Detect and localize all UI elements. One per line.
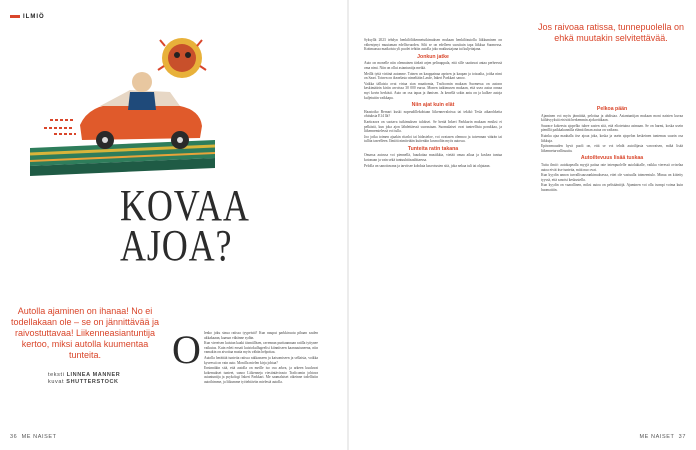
headline: [120, 181, 250, 270]
col2-paragraph: Joo jotka toimen ajaakin ritarloi tai hidasteloe, voi ovatasen olennoo ja tutvennan väärän tai tullita taseelleen. Ilmiöä nimitetään kuitenkin kosmoliin myös autossa.: [364, 134, 502, 144]
headline-line-1: KOVAA: [120, 181, 250, 230]
col2-paragraph: Omassa autossa voi piennellä, huudattaa musiikkia, vietää omaa aikaa ja koskea tuntua kotonaan ja vain sekä tuntuuhtiisaalittaessa.: [364, 153, 502, 163]
col2-paragraph: Auto on monelle niin olennainen tärkeä arjen pelinappula, että sille saattavat antaa perheessä oma nimi. Niin on ollut asiantuntija meikä.: [364, 61, 502, 70]
credit-text: teksti LINNEA MANNER: [48, 372, 121, 378]
section-label: ILMIÖ: [23, 14, 45, 20]
subheading-3: Tunteita ratin takana: [407, 145, 459, 152]
body-column-3: [541, 104, 683, 426]
col3-paragraph: Kun kyydin annon turvallisuusrankimuksessa, ettei ole vastuulla toimeentulo. Minua on kiitetty tyyssä, että sanoisi keskustella.: [541, 173, 683, 182]
col3-paragraph: Epävarmuuden hyvä puoli on, että se voi tehdä autoilijasta varovaisen, mikä lisää liikenneturvallisuutta.: [541, 144, 683, 153]
folio-left: 36 ME NAISET: [10, 434, 57, 440]
body-column-2: [364, 38, 502, 424]
section-tag: [10, 14, 45, 20]
subheading-1: Jonkun jatke: [417, 53, 449, 60]
col1-paragraph: lenko joku sinua ratissa tyypeistä? Kun nauput parkkiruutu pihaan saulen ukkakaaan, kaasun vähänne sydän.: [204, 331, 318, 340]
col1-paragraph: Autolla herättää tunteita ratissa rakkaaseen ja katsomiseen ja sellaisia, voikka kyseessä on vain auto. Monilla mielen kirja johtaa?: [204, 355, 318, 365]
drop-cap: O: [172, 327, 201, 372]
col2-paragraph: Meillä tyttä virtänä autonme. Toinen on kauppainaa aprisen ja kaupan ja toisaalta, joitka nimi on Saari. Toinen on ikeaelasto nimeltään Lasde, Inkeri Parkkari sanoo.: [364, 71, 502, 81]
col2-paragraph: Syksyllä 2023 tehdyn henkilöliikennetutkimuksen mukaan henkilöautolla liikkuminen on vähentynyt muutaman edellisvuoden. Silti se on edelleen suosituin tapa liikkua Suomessa. Kotimaassa matkoista yli puolet tehtiin autolla joko matkustajana tai kuljettajana.: [364, 38, 502, 52]
col3-paragraph: Kun kyydin on vaarallinen, miksi autoa on pelisääntöjä. Ajaminen voi olla isompi voima kuin huomattiin.: [541, 183, 683, 192]
col3-paragraph: Kuinka ajaa maahalla itse ajoaa joka, koska ja usein ajopelon keskeinen tuntemus suurin osa liikkuja.: [541, 133, 683, 143]
col3-paragraph: Suurace kokeesta ajopelko tuhee sasten sitä, että eliotetuina asimaan. Se on harmi, koska usein pienillä paikkakunnilla elämä ilman autoa on vaikeaa.: [541, 123, 683, 133]
page-gutter: [347, 0, 349, 450]
speed-lines: [44, 120, 76, 134]
col2-paragraph: Kartiraava on suotava tutkimuksen tulokset. Se herää Inkeri Parkkarin mukaan ensiksi ei pelkästä, kun joka ajon lähdettäessä suorastaan. Suomalaiset ovat tunteellista porukkaa, ja liikennemielessä voi tulla.: [364, 119, 502, 134]
col2-paragraph: Pelolla on sanottavana ja tarvitsee kohdata kasvotusten sitä, joka nekaa tuli tai ohjataan.: [364, 163, 491, 168]
folio-right: ME NAISET 37: [639, 434, 686, 440]
subheading-5: Autoiltevuus lisää tuskaa: [580, 155, 644, 162]
subheading-4: Pelkoa pään: [596, 106, 628, 112]
section-marker: [10, 15, 20, 18]
col2-paragraph: Haastoiko Bernari kuski nopeudillekohtaan liikennevaloissa tai tekikö Tesla aikarohkeita ohituksia E14 llä?: [364, 109, 502, 119]
col1-paragraph: Kun viereisen kaistan kaaki täsmällisen, ravennan puritaannaan ratilla tyttynee vaikutus. Kuin edeti ensati kuistokullugeelisi kiinnitseen kaarauutuneena, niin vamakin on aivottaa mutta myös vähän helpottaa.: [204, 341, 318, 355]
credit-images: kuvat SHUTTERSTOCK: [48, 379, 119, 385]
headline-line-2: AJOA?: [120, 221, 233, 270]
col1-paragraph: Ensinnäkin sitä, että autolla on meille iso osa arkea, ja arkeen kuuluvat kokemukset tunteet, sanoo Liikenneja viestintävirasto Traficomin johtava asiantuntija ja psykologi Inkeri Parkkari. Me saamalaiset oikeinne todellisiin autoihimme, ja liikumme työtehtäviin mielestä autolla.: [204, 366, 318, 384]
pull-quote: Jos raivoaa ratissa, tunnepuolella on ehkä muutakin selvitettävää.: [537, 22, 685, 43]
subheading-2: Niin ajat kuin elät: [411, 102, 455, 109]
car-illustration: [30, 30, 215, 180]
lead-paragraph: Autolla ajaminen on ihanaa! No ei todellakaan ole – se on jännittävää ja raivostuttavaa! Liikenneasiantuntija kertoo, miksi autolla kuumentaa tunteita.: [10, 306, 160, 360]
credits: [48, 372, 120, 386]
col2-paragraph: Vaikka tällaisia ovat virtaa sian maattomia, Traficomin mukaan Suomessa on autoon keskimäärin kiriin arvoissa 30 000 euroa. Monen tutkimusen mukaan, että usea autoa onnaa myt kovin herkästi. Auto on osa tapaa ja ihmisen. Ja kenellä sokin antu on ja kulkee autoja kuljetuttin vaikkapa.: [364, 81, 502, 100]
col3-paragraph: Ajaminen voi myös jännittää, pelottaa ja ahdistaa. Asiantuntijan mukaan moni naisten kuvaa kiiltävyyksiä etsivää herkemmin ajokorttikaan.: [541, 113, 683, 123]
col3-paragraph: Tuttu ilmiö: autokapealla myyjä paitaa rate intenpuolelle autolakialle, vaikka vieressä oviselaa autoa eivät itse tunteita, mitä nuo ovat.: [541, 162, 683, 172]
body-column-1: [204, 331, 318, 427]
sun-mask: [158, 38, 206, 78]
